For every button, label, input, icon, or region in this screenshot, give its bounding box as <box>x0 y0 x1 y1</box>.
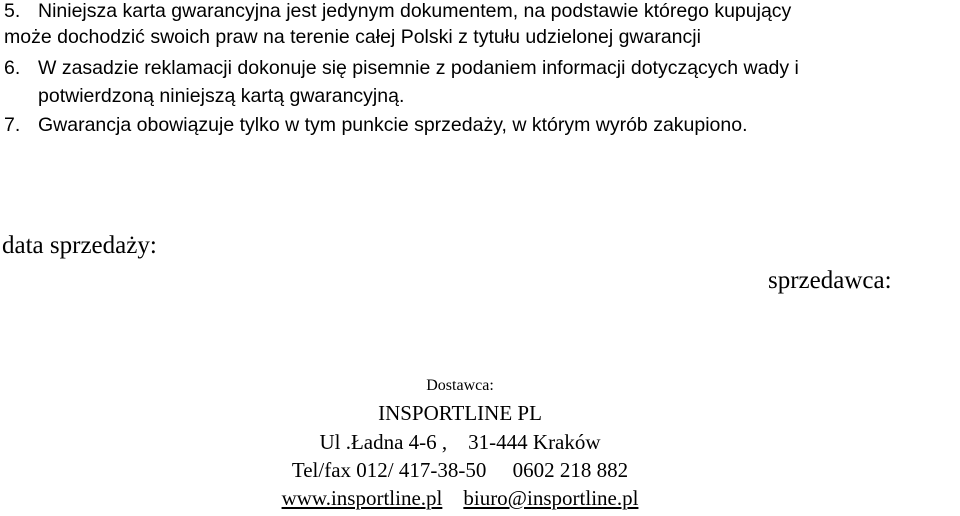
supplier-mobile: 0602 218 882 <box>512 458 629 482</box>
supplier-name: INSPORTLINE PL <box>378 401 542 425</box>
supplier-street: Ul .Ładna 4-6 , <box>319 430 448 454</box>
clause-6-line-2: potwierdzoną niniejszą kartą gwarancyjną. <box>38 85 405 107</box>
clause-6-line-1: W zasadzie reklamacji dokonuje się pisemnie z podaniem informacji dotyczących wady i <box>38 57 799 79</box>
supplier-phones <box>0 457 920 484</box>
clause-7-line-1: Gwarancja obowiązuje tylko w tym punkcie sprzedaży, w którym wyrób zakupiono. <box>38 114 748 136</box>
supplier-contact <box>0 485 920 512</box>
supplier-label: Dostawca: <box>426 377 494 394</box>
supplier-address <box>0 429 920 456</box>
supplier-phone: Tel/fax 012/ 417-38-50 <box>291 458 487 482</box>
supplier-city: 31-444 Kraków <box>468 430 601 454</box>
clause-7-number: 7. <box>4 114 21 136</box>
clause-6-number: 6. <box>4 57 21 79</box>
seller-label: sprzedawca: <box>768 267 892 294</box>
clause-5-line-2: może dochodzić swoich praw na terenie całej Polski z tytułu udzielonej gwarancji <box>4 26 701 48</box>
supplier-website-link[interactable]: www.insportline.pl <box>281 486 443 510</box>
clause-5-number: 5. <box>4 0 21 22</box>
sale-date-label: data sprzedaży: <box>2 232 157 259</box>
supplier-email-link[interactable]: biuro@insportline.pl <box>463 486 639 510</box>
clause-5-line-1: Niniejsza karta gwarancyjna jest jedynym dokumentem, na podstawie którego kupujący <box>38 0 792 22</box>
